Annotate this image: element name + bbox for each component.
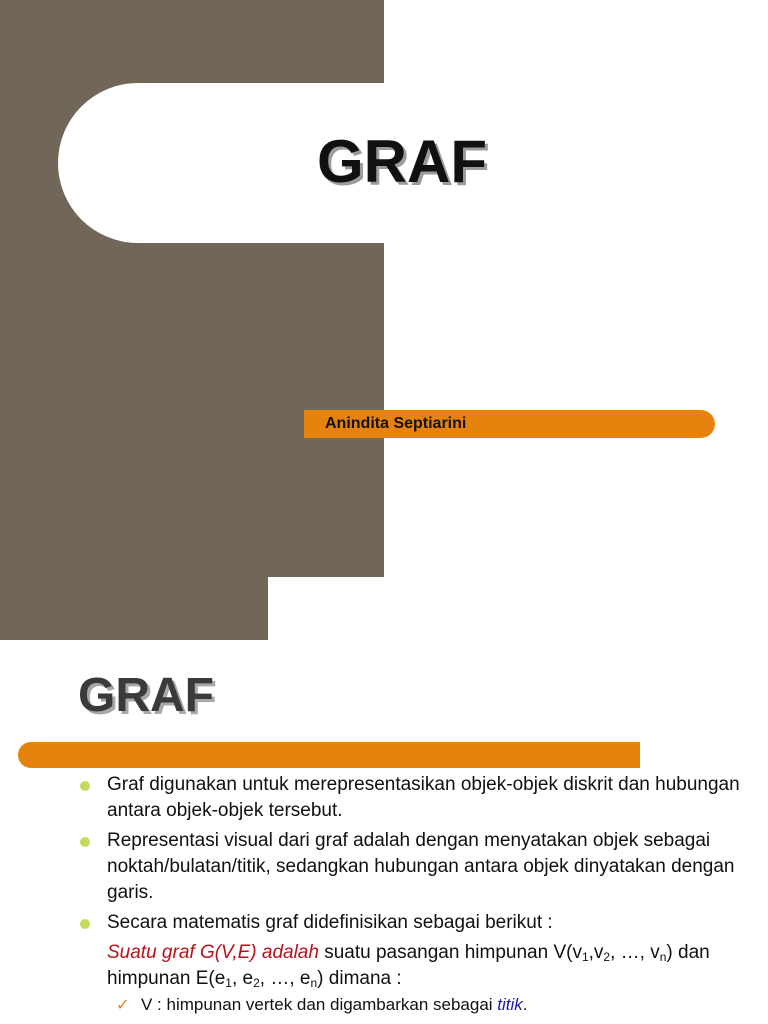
slide2-title: GRAF [78, 669, 214, 722]
subscript: n [310, 976, 318, 990]
subscript: 1 [225, 976, 232, 990]
sub-bullet-text: V : himpunan vertek dan digambarkan sebagai [141, 995, 498, 1014]
left-brown-panel-step [0, 577, 268, 640]
author-bar [304, 410, 715, 438]
bullet-item [78, 828, 754, 906]
checkmark-icon: ✓ [116, 995, 130, 1014]
graph-definition [78, 940, 754, 992]
subscript: 2 [253, 976, 260, 990]
subscript: 1 [581, 950, 589, 964]
sub-bullet-italic: titik [497, 995, 523, 1014]
bullet-text: Secara matematis graf didefinisikan sebagai berikut : [107, 912, 553, 933]
bullet-dot-icon [80, 781, 90, 791]
definition-text: suatu pasangan himpunan V(v [318, 942, 582, 963]
definition-text: , …, v [610, 942, 660, 963]
definition-text: ) dan himpunan E(e [107, 942, 710, 989]
bullet-text: Graf digunakan untuk merepresentasikan objek-objek diskrit dan hubungan antara objek-objek tersebut. [107, 774, 740, 821]
subscript: n [659, 950, 667, 964]
bullet-dot-icon [80, 837, 90, 847]
bullet-item [78, 772, 754, 824]
bullet-dot-icon [80, 919, 90, 929]
slide2-accent-bar [18, 742, 640, 768]
author-name: Anindita Septiarini [325, 415, 467, 432]
definition-text: ,v [588, 942, 604, 963]
subscript: 2 [603, 950, 611, 964]
sub-bullet-end: . [522, 995, 528, 1014]
slide1-title: GRAF [317, 128, 487, 195]
bullet-item [78, 910, 754, 936]
definition-text: ) dimana : [317, 968, 402, 989]
definition-text: , e [231, 968, 254, 989]
definition-text: , …, e [259, 968, 311, 989]
sub-bullet-item [78, 992, 754, 1018]
bullet-list [78, 772, 754, 1018]
definition-italic: Suatu graf G(V,E) adalah [107, 942, 319, 963]
bullet-text: Representasi visual dari graf adalah dengan menyatakan objek sebagai noktah/bulatan/titik, sedangkan hubungan antara objek dinyatakan dengan garis. [107, 830, 735, 903]
